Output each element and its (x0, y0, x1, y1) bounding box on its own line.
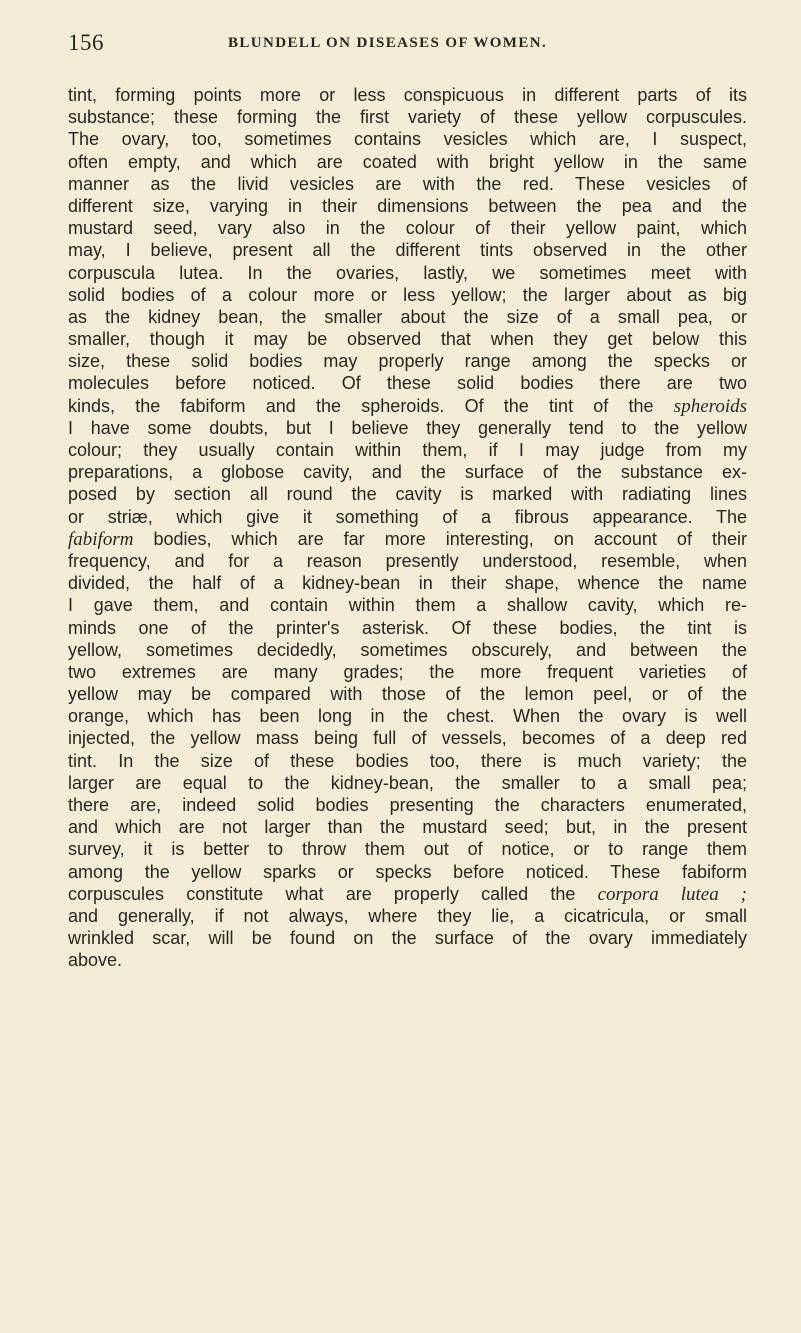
text-line (68, 173, 747, 195)
text-line (68, 617, 747, 639)
text-segment: orange, which has been long in the chest. When the ovary is well (68, 706, 747, 727)
text-segment: larger are equal to the kidney-bean, the smaller to a small pea; (68, 772, 747, 793)
text-segment: smaller, though it may be observed that when they get below this (68, 329, 747, 350)
text-line (68, 151, 747, 173)
text-line (68, 750, 747, 772)
text-segment: preparations, a globose cavity, and the surface of the substance ex- (68, 462, 747, 483)
text-line (68, 661, 747, 683)
text-line (68, 905, 747, 927)
text-line (68, 239, 747, 261)
text-segment: colour; they usually contain within them, if I may judge from my (68, 440, 747, 460)
text-line (68, 949, 747, 971)
text-segment: manner as the livid vesicles are with the red. These vesicles of (68, 173, 747, 194)
text-segment: injected, the yellow mass being full of vessels, becomes of a deep red (68, 728, 747, 749)
text-segment: size, these solid bodies may properly range among the specks or (68, 351, 747, 372)
text-segment: two extremes are many grades; the more frequent varieties of (68, 661, 747, 682)
text-line (68, 262, 747, 284)
text-segment: The ovary, too, sometimes contains vesicles which are, I suspect, (68, 129, 747, 150)
text-segment: mustard seed, vary also in the colour of their yellow paint, which (68, 218, 747, 239)
text-line (68, 572, 747, 594)
text-line (68, 461, 747, 483)
text-line (68, 883, 747, 905)
text-line (68, 683, 747, 705)
text-segment: I have some doubts, but I believe they generally tend to the yellow (68, 417, 747, 438)
text-segment: and generally, if not always, where they lie, a cicatricula, or small (68, 905, 747, 926)
text-line (68, 84, 747, 106)
running-title: BLUNDELL ON DISEASES OF WOMEN. (228, 35, 548, 51)
text-line (68, 128, 747, 150)
text-segment: among the yellow sparks or specks before noticed. These fabiform (68, 861, 747, 882)
text-segment: above. (68, 950, 123, 971)
text-segment: corpuscules constitute what are properly called the (68, 883, 598, 904)
text-segment: divided, the half of a kidney-bean in their shape, whence the name (68, 573, 747, 594)
text-segment: often empty, and which are coated with bright yellow in the same (68, 151, 747, 172)
text-line (68, 772, 747, 794)
text-segment: kinds, the fabiform and the spheroids. Of the tint of the (68, 395, 674, 416)
text-line (68, 417, 747, 439)
text-segment: frequency, and for a reason presently understood, resemble, when (68, 550, 747, 571)
text-line (68, 861, 747, 883)
text-line (68, 483, 747, 505)
text-line (68, 816, 747, 838)
text-segment: and which are not larger than the mustard seed; but, in the present (68, 817, 747, 838)
text-line (68, 727, 747, 749)
text-line (68, 705, 747, 727)
text-segment: there are, indeed solid bodies presenting the characters enumerated, (68, 795, 747, 815)
text-segment: survey, it is better to throw them out of notice, or to range them (68, 839, 747, 860)
text-segment: wrinkled scar, will be found on the surface of the ovary immediately (68, 928, 747, 949)
text-line (68, 372, 747, 394)
text-line (68, 506, 747, 528)
italic-term: fabiform (68, 528, 134, 550)
text-line (68, 350, 747, 372)
text-segment: may, I believe, present all the different tints observed in the other (68, 240, 747, 261)
text-line (68, 284, 747, 306)
text-segment: I gave them, and contain within them a shallow cavity, which re- (68, 595, 747, 616)
text-line (68, 395, 747, 417)
text-segment: different size, varying in their dimensions between the pea and the (68, 195, 747, 216)
text-segment: posed by section all round the cavity is marked with radiating lines (68, 484, 747, 505)
text-segment: minds one of the printer's asterisk. Of these bodies, the tint is (68, 617, 747, 638)
text-line (68, 838, 747, 860)
text-line (68, 106, 747, 128)
text-line (68, 328, 747, 350)
text-line (68, 550, 747, 572)
italic-term: spheroids (673, 395, 747, 417)
text-segment: yellow may be compared with those of the lemon peel, or of the (68, 684, 747, 705)
text-line (68, 195, 747, 217)
text-segment: solid bodies of a colour more or less yellow; the larger about as big (68, 284, 747, 305)
text-segment: corpuscula lutea. In the ovaries, lastly, we sometimes meet with (68, 262, 747, 283)
text-segment: tint, forming points more or less conspicuous in different parts of its (68, 85, 747, 105)
page-header (68, 30, 748, 60)
text-line (68, 794, 747, 816)
text-segment: bodies, which are far more interesting, on account of their (133, 528, 747, 549)
text-segment: or striæ, which give it something of a fibrous appearance. The (68, 506, 747, 527)
text-line (68, 217, 747, 239)
text-segment: molecules before noticed. Of these solid bodies there are two (68, 373, 747, 394)
text-line (68, 528, 747, 550)
text-line (68, 439, 747, 461)
text-line (68, 594, 747, 616)
text-segment: as the kidney bean, the smaller about the size of a small pea, or (68, 306, 747, 327)
text-segment: substance; these forming the first variety of these yellow corpuscules. (68, 107, 747, 128)
text-segment: tint. In the size of these bodies too, there is much variety; the (68, 750, 747, 771)
text-line (68, 927, 747, 949)
page-number: 156 (68, 30, 104, 55)
body-paragraph (68, 84, 747, 972)
text-line (68, 306, 747, 328)
text-line (68, 639, 747, 661)
text-segment: yellow, sometimes decidedly, sometimes obscurely, and between the (68, 639, 747, 660)
italic-term: corpora lutea ; (597, 883, 748, 905)
